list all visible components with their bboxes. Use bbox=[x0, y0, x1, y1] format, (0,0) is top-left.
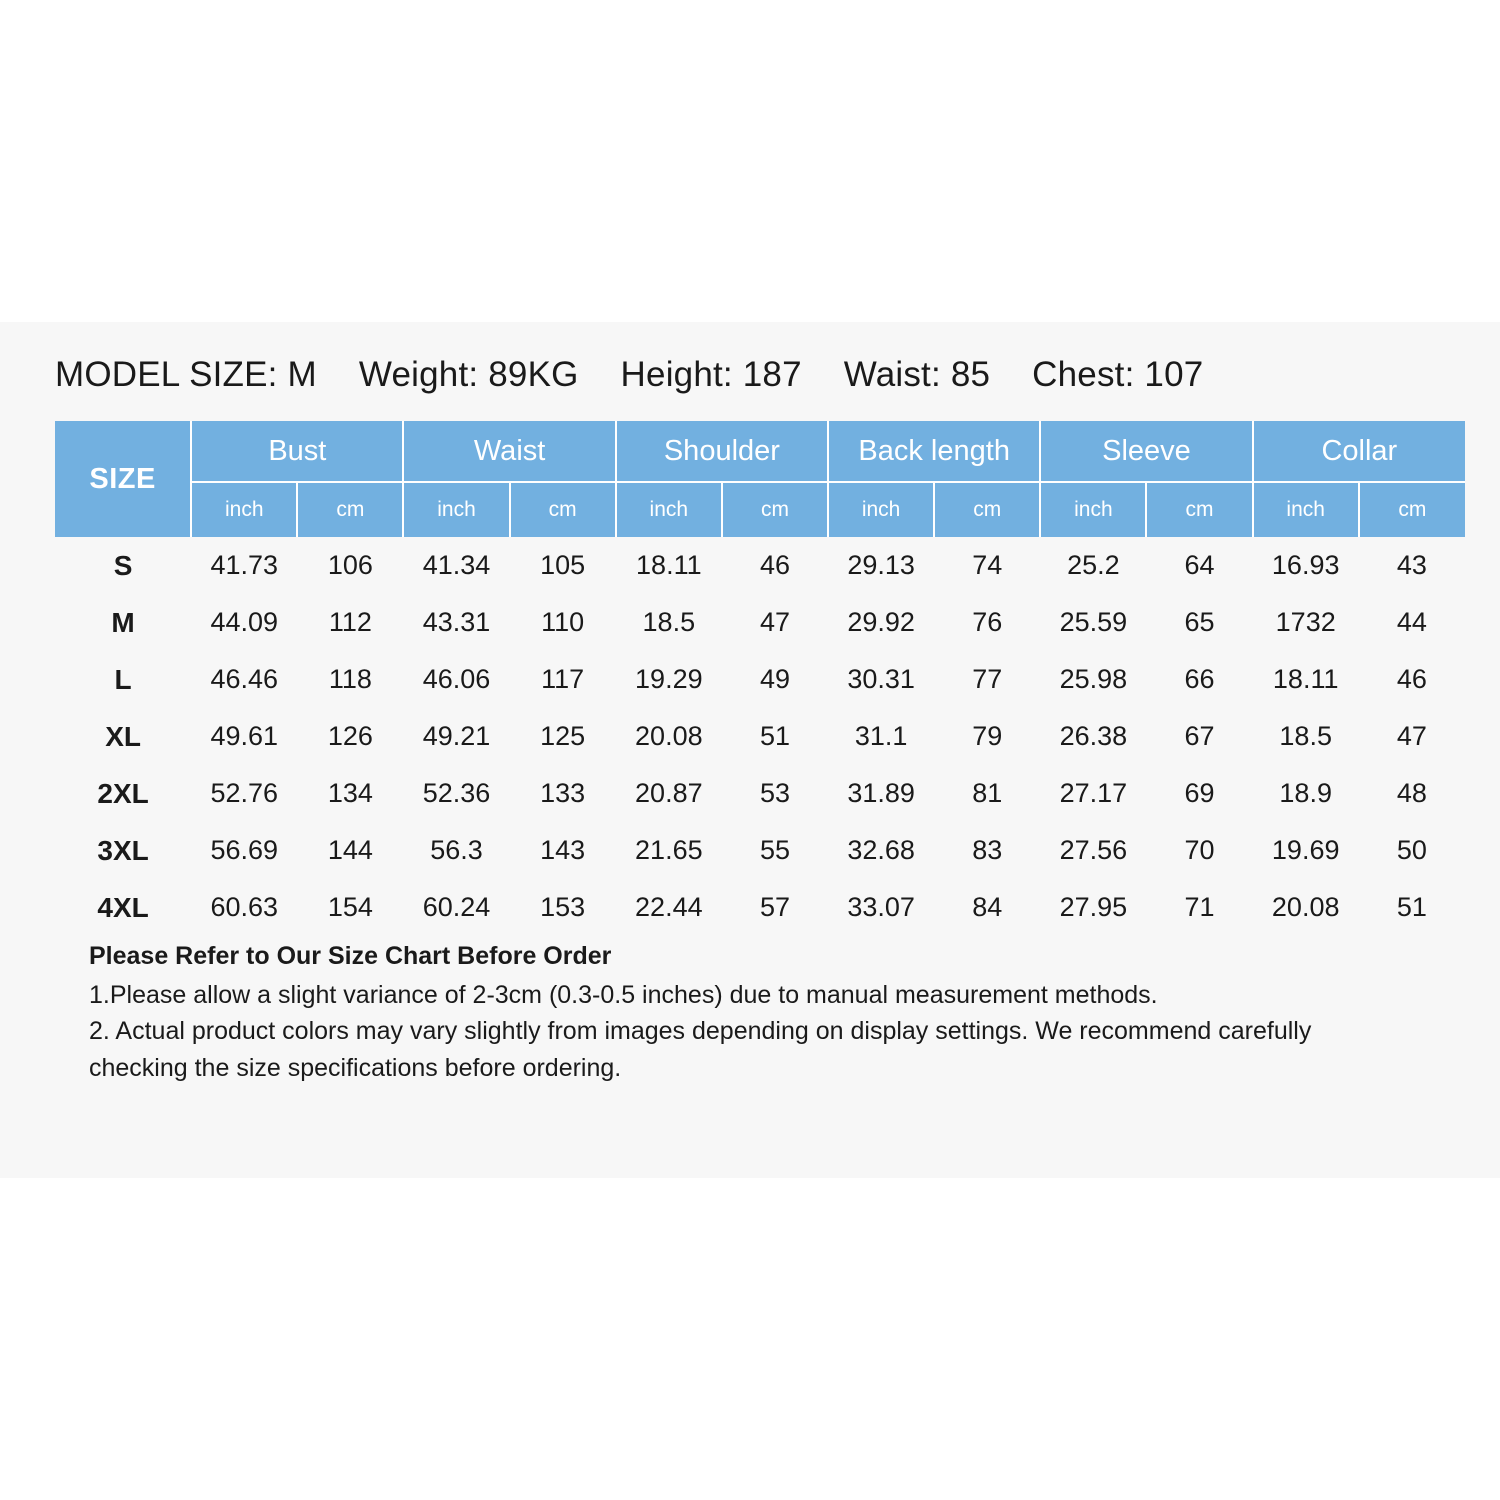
cell-shoulder-inch: 22.44 bbox=[635, 892, 703, 922]
cell-sleeve-inch: 25.98 bbox=[1059, 664, 1128, 694]
column-header-back-length: Back length bbox=[828, 421, 1040, 482]
column-header-sleeve: Sleeve bbox=[1040, 421, 1252, 482]
cell-bust-cm: 112 bbox=[328, 607, 372, 637]
note-line-3: checking the size specifications before ordering. bbox=[89, 1053, 622, 1082]
cell-collar-cm: 44 bbox=[1396, 607, 1427, 637]
cell-bust-inch: 41.73 bbox=[210, 550, 279, 580]
row-size-label: 2XL bbox=[97, 777, 149, 809]
cell-sleeve-cm: 64 bbox=[1184, 550, 1215, 580]
table-row bbox=[55, 879, 1465, 936]
cell-waist-cm: 133 bbox=[540, 778, 586, 808]
cell-collar-inch: 18.5 bbox=[1279, 721, 1332, 751]
table-row bbox=[55, 708, 1465, 765]
cell-bust-inch: 49.61 bbox=[210, 721, 279, 751]
model-info-chest: Chest: 107 bbox=[1032, 355, 1204, 394]
cell-waist-inch: 43.31 bbox=[422, 607, 491, 637]
cell-shoulder-inch: 21.65 bbox=[635, 835, 703, 865]
unit-header-waist-inch: inch bbox=[403, 482, 509, 537]
cell-collar-inch: 19.69 bbox=[1271, 835, 1340, 865]
cell-shoulder-inch: 18.11 bbox=[636, 550, 702, 580]
cell-bust-inch: 56.69 bbox=[210, 835, 279, 865]
row-size-label: 3XL bbox=[97, 834, 149, 866]
cell-collar-inch: 20.08 bbox=[1271, 892, 1340, 922]
cell-collar-inch: 1732 bbox=[1275, 607, 1336, 637]
cell-back-length-inch: 29.92 bbox=[847, 607, 915, 637]
row-size-label: M bbox=[111, 606, 135, 638]
cell-sleeve-cm: 71 bbox=[1184, 892, 1215, 922]
column-header-collar: Collar bbox=[1253, 421, 1465, 482]
column-header-bust: Bust bbox=[191, 421, 403, 482]
table-header-unit-row bbox=[55, 482, 1465, 537]
column-header-shoulder: Shoulder bbox=[616, 421, 828, 482]
cell-shoulder-cm: 46 bbox=[759, 550, 790, 580]
cell-sleeve-cm: 69 bbox=[1184, 778, 1215, 808]
unit-header-back-length-cm: cm bbox=[934, 482, 1040, 537]
cell-shoulder-cm: 51 bbox=[759, 721, 790, 751]
cell-back-length-inch: 30.31 bbox=[847, 664, 915, 694]
cell-collar-cm: 51 bbox=[1396, 892, 1427, 922]
unit-header-bust-inch: inch bbox=[191, 482, 297, 537]
cell-shoulder-inch: 19.29 bbox=[635, 664, 703, 694]
cell-waist-inch: 60.24 bbox=[422, 892, 491, 922]
model-info-waist: Waist: 85 bbox=[843, 355, 991, 394]
cell-bust-cm: 144 bbox=[327, 835, 373, 865]
cell-waist-cm: 110 bbox=[541, 607, 585, 637]
cell-back-length-cm: 84 bbox=[972, 892, 1003, 922]
model-info-size: MODEL SIZE: M bbox=[55, 355, 317, 394]
cell-back-length-inch: 32.68 bbox=[847, 835, 915, 865]
cell-collar-inch: 16.93 bbox=[1271, 550, 1340, 580]
cell-waist-inch: 52.36 bbox=[422, 778, 491, 808]
cell-collar-cm: 46 bbox=[1396, 664, 1427, 694]
row-size-label: XL bbox=[105, 720, 141, 752]
unit-header-sleeve-inch: inch bbox=[1040, 482, 1146, 537]
table-header-group-row bbox=[55, 421, 1465, 482]
table-row bbox=[55, 651, 1465, 708]
table-row bbox=[55, 537, 1465, 594]
cell-sleeve-cm: 70 bbox=[1184, 835, 1215, 865]
cell-shoulder-cm: 55 bbox=[759, 835, 790, 865]
cell-bust-inch: 46.46 bbox=[210, 664, 279, 694]
cell-bust-inch: 60.63 bbox=[210, 892, 279, 922]
cell-sleeve-inch: 25.59 bbox=[1059, 607, 1128, 637]
model-info-weight: Weight: 89KG bbox=[358, 355, 579, 394]
cell-back-length-inch: 29.13 bbox=[847, 550, 915, 580]
cell-collar-inch: 18.11 bbox=[1272, 664, 1339, 694]
cell-waist-cm: 117 bbox=[541, 664, 585, 694]
cell-sleeve-cm: 66 bbox=[1184, 664, 1215, 694]
cell-shoulder-cm: 53 bbox=[759, 778, 790, 808]
unit-header-collar-cm: cm bbox=[1359, 482, 1465, 537]
cell-back-length-cm: 74 bbox=[972, 550, 1003, 580]
cell-waist-cm: 153 bbox=[540, 892, 586, 922]
notes-title: Please Refer to Our Size Chart Before Order bbox=[89, 942, 612, 970]
cell-shoulder-cm: 47 bbox=[759, 607, 790, 637]
size-chart-table bbox=[55, 421, 1465, 936]
column-header-size: SIZE bbox=[55, 421, 191, 537]
cell-shoulder-cm: 57 bbox=[759, 892, 790, 922]
cell-collar-inch: 18.9 bbox=[1279, 778, 1332, 808]
cell-back-length-cm: 81 bbox=[972, 778, 1003, 808]
note-line-2: 2. Actual product colors may vary slightly from images depending on display settings. We recommend carefully bbox=[89, 1017, 1312, 1046]
table-row bbox=[55, 765, 1465, 822]
chart-container bbox=[55, 355, 1445, 1086]
row-size-label: L bbox=[114, 663, 132, 695]
cell-sleeve-cm: 67 bbox=[1184, 721, 1215, 751]
column-header-waist: Waist bbox=[403, 421, 615, 482]
cell-waist-inch: 49.21 bbox=[422, 721, 491, 751]
cell-waist-inch: 56.3 bbox=[430, 835, 483, 865]
cell-sleeve-inch: 27.56 bbox=[1059, 835, 1128, 865]
unit-header-waist-cm: cm bbox=[510, 482, 616, 537]
cell-bust-cm: 106 bbox=[327, 550, 373, 580]
cell-back-length-cm: 76 bbox=[972, 607, 1003, 637]
cell-back-length-cm: 83 bbox=[972, 835, 1003, 865]
cell-back-length-inch: 33.07 bbox=[847, 892, 915, 922]
unit-header-shoulder-cm: cm bbox=[722, 482, 828, 537]
note-line-1: 1.Please allow a slight variance of 2-3cm (0.3-0.5 inches) due to manual measurement methods. bbox=[89, 981, 1158, 1009]
cell-sleeve-inch: 25.2 bbox=[1067, 550, 1120, 580]
cell-waist-cm: 143 bbox=[540, 835, 586, 865]
cell-shoulder-inch: 20.08 bbox=[635, 721, 703, 751]
cell-bust-inch: 44.09 bbox=[210, 607, 279, 637]
unit-header-back-length-inch: inch bbox=[828, 482, 934, 537]
unit-header-bust-cm: cm bbox=[297, 482, 403, 537]
cell-collar-cm: 48 bbox=[1396, 778, 1427, 808]
unit-header-collar-inch: inch bbox=[1253, 482, 1359, 537]
cell-waist-inch: 41.34 bbox=[422, 550, 491, 580]
cell-waist-inch: 46.06 bbox=[422, 664, 491, 694]
cell-sleeve-inch: 27.17 bbox=[1059, 778, 1128, 808]
cell-collar-cm: 50 bbox=[1396, 835, 1427, 865]
cell-back-length-inch: 31.1 bbox=[854, 721, 908, 751]
cell-back-length-inch: 31.89 bbox=[847, 778, 915, 808]
cell-bust-cm: 118 bbox=[328, 664, 372, 694]
cell-sleeve-cm: 65 bbox=[1184, 607, 1215, 637]
cell-waist-cm: 125 bbox=[540, 721, 586, 751]
table-row bbox=[55, 822, 1465, 879]
cell-back-length-cm: 79 bbox=[972, 721, 1003, 751]
cell-sleeve-inch: 27.95 bbox=[1059, 892, 1128, 922]
notes-block bbox=[55, 942, 1415, 1086]
cell-waist-cm: 105 bbox=[540, 550, 586, 580]
cell-shoulder-inch: 18.5 bbox=[642, 607, 696, 637]
cell-bust-cm: 126 bbox=[327, 721, 373, 751]
model-info-line bbox=[55, 355, 1445, 395]
cell-collar-cm: 43 bbox=[1396, 550, 1427, 580]
row-size-label: S bbox=[113, 549, 133, 581]
unit-header-sleeve-cm: cm bbox=[1146, 482, 1252, 537]
cell-collar-cm: 47 bbox=[1396, 721, 1427, 751]
cell-shoulder-inch: 20.87 bbox=[635, 778, 703, 808]
cell-bust-cm: 134 bbox=[327, 778, 373, 808]
cell-sleeve-inch: 26.38 bbox=[1059, 721, 1128, 751]
unit-header-shoulder-inch: inch bbox=[616, 482, 722, 537]
cell-bust-cm: 154 bbox=[327, 892, 373, 922]
row-size-label: 4XL bbox=[97, 891, 149, 923]
model-info-height: Height: 187 bbox=[620, 355, 802, 394]
cell-shoulder-cm: 49 bbox=[759, 664, 790, 694]
cell-bust-inch: 52.76 bbox=[210, 778, 279, 808]
table-row bbox=[55, 594, 1465, 651]
cell-back-length-cm: 77 bbox=[972, 664, 1003, 694]
